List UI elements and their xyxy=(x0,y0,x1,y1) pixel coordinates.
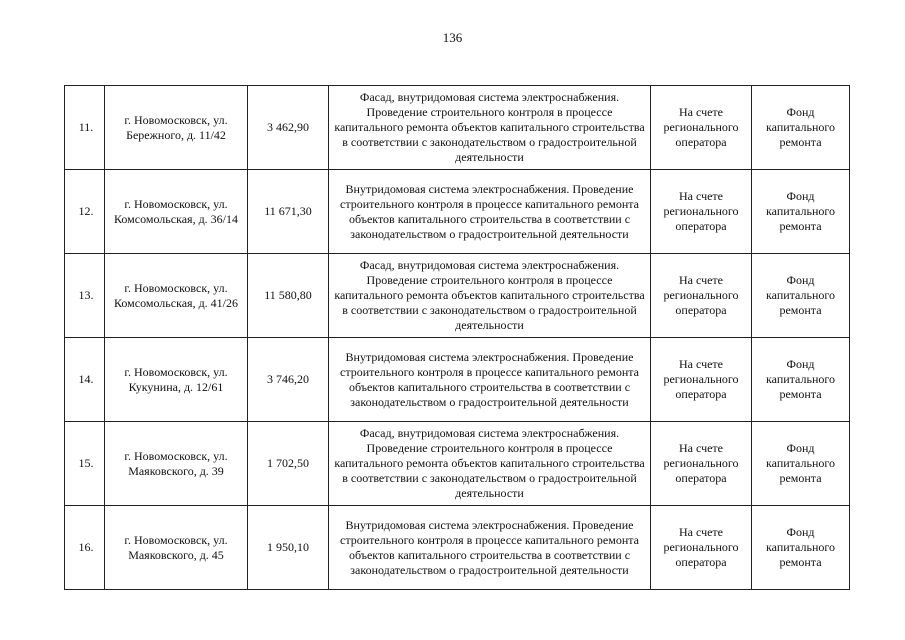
cost-cell: 11 671,30 xyxy=(248,170,329,254)
address-cell: г. Новомосковск, ул. Комсомольская, д. 41/26 xyxy=(105,254,248,338)
cost-cell: 3 462,90 xyxy=(248,86,329,170)
account-cell: На счете регионального оператора xyxy=(651,170,752,254)
cost-cell: 1 702,50 xyxy=(248,422,329,506)
address-cell: г. Новомосковск, ул. Кукунина, д. 12/61 xyxy=(105,338,248,422)
page-number: 136 xyxy=(442,30,463,45)
fund-cell: Фонд капитального ремонта xyxy=(752,506,850,590)
repair-program-table xyxy=(64,85,850,590)
table-row xyxy=(65,338,850,422)
table-row xyxy=(65,86,850,170)
fund-cell: Фонд капитального ремонта xyxy=(752,422,850,506)
work-description-cell: Фасад, внутридомовая система электроснабжения. Проведение строительного контроля в процессе капитального ремонта объектов капитального строительства в соответствии с законодательством о градостроительной деятельности xyxy=(329,254,651,338)
work-description-cell: Внутридомовая система электроснабжения. Проведение строительного контроля в процессе капитального ремонта объектов капитального строительства в соответствии с законодательством о градостроительной деятельности xyxy=(329,170,651,254)
address-cell: г. Новомосковск, ул. Бережного, д. 11/42 xyxy=(105,86,248,170)
row-number: 11. xyxy=(65,86,105,170)
row-number: 12. xyxy=(65,170,105,254)
table-row xyxy=(65,506,850,590)
account-cell: На счете регионального оператора xyxy=(651,422,752,506)
row-number: 16. xyxy=(65,506,105,590)
address-cell: г. Новомосковск, ул. Маяковского, д. 45 xyxy=(105,506,248,590)
row-number: 15. xyxy=(65,422,105,506)
row-number: 14. xyxy=(65,338,105,422)
work-description-cell: Внутридомовая система электроснабжения. Проведение строительного контроля в процессе капитального ремонта объектов капитального строительства в соответствии с законодательством о градостроительной деятельности xyxy=(329,506,651,590)
address-cell: г. Новомосковск, ул. Маяковского, д. 39 xyxy=(105,422,248,506)
account-cell: На счете регионального оператора xyxy=(651,254,752,338)
address-cell: г. Новомосковск, ул. Комсомольская, д. 36/14 xyxy=(105,170,248,254)
account-cell: На счете регионального оператора xyxy=(651,86,752,170)
account-cell: На счете регионального оператора xyxy=(651,338,752,422)
fund-cell: Фонд капитального ремонта xyxy=(752,170,850,254)
cost-cell: 3 746,20 xyxy=(248,338,329,422)
work-description-cell: Внутридомовая система электроснабжения. Проведение строительного контроля в процессе капитального ремонта объектов капитального строительства в соответствии с законодательством о градостроительной деятельности xyxy=(329,338,651,422)
fund-cell: Фонд капитального ремонта xyxy=(752,86,850,170)
table-row xyxy=(65,170,850,254)
fund-cell: Фонд капитального ремонта xyxy=(752,254,850,338)
work-description-cell: Фасад, внутридомовая система электроснабжения. Проведение строительного контроля в процессе капитального ремонта объектов капитального строительства в соответствии с законодательством о градостроительной деятельности xyxy=(329,86,651,170)
table-row xyxy=(65,254,850,338)
account-cell: На счете регионального оператора xyxy=(651,506,752,590)
cost-cell: 11 580,80 xyxy=(248,254,329,338)
cost-cell: 1 950,10 xyxy=(248,506,329,590)
row-number: 13. xyxy=(65,254,105,338)
table-row xyxy=(65,422,850,506)
fund-cell: Фонд капитального ремонта xyxy=(752,338,850,422)
work-description-cell: Фасад, внутридомовая система электроснабжения. Проведение строительного контроля в процессе капитального ремонта объектов капитального строительства в соответствии с законодательством о градостроительной деятельности xyxy=(329,422,651,506)
